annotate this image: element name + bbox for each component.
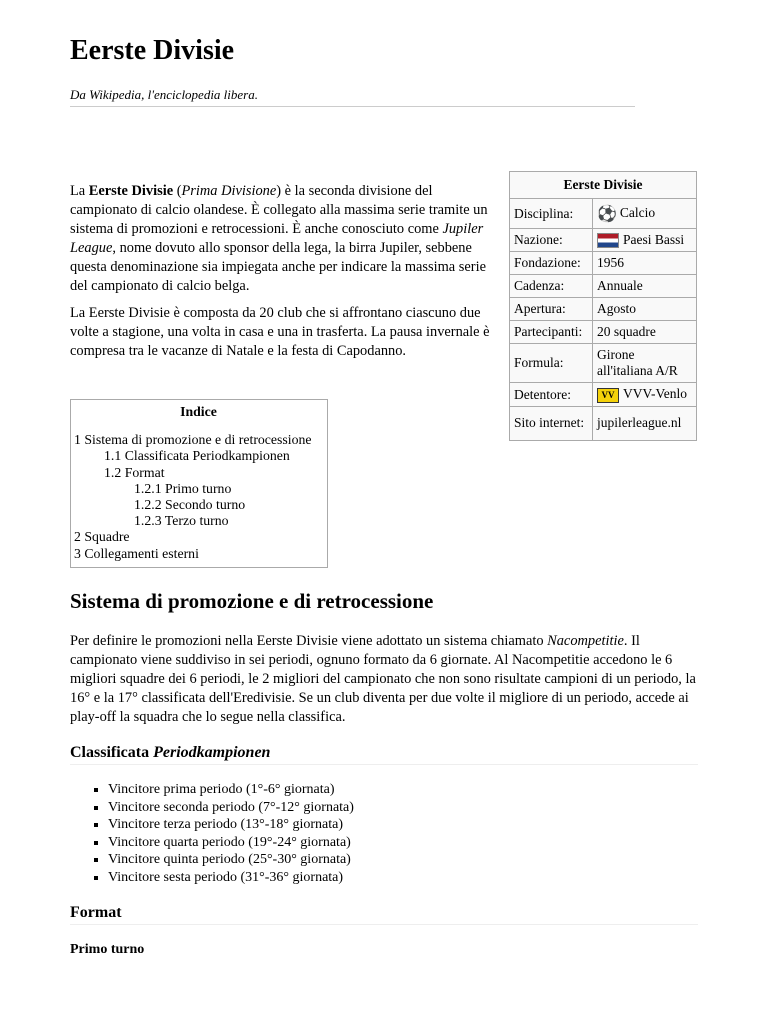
toc-item[interactable]: 3 Collegamenti esterni	[74, 545, 199, 561]
infobox-label: Sito internet:	[510, 406, 593, 440]
intro	[70, 182, 490, 369]
toc-item[interactable]: 1.2.3 Terzo turno	[134, 513, 229, 529]
subsection-heading-format: Format	[70, 904, 698, 925]
infobox	[509, 171, 697, 441]
infobox-value: 20 squadre	[593, 321, 697, 344]
toc-item[interactable]: 1.2 Format	[104, 464, 165, 480]
toc-item[interactable]: 1.2.1 Primo turno	[134, 480, 232, 496]
infobox-label: Disciplina:	[510, 199, 593, 229]
list-item: ▪ Vincitore sesta periodo (31°-36° giornata)	[108, 869, 354, 887]
bold-term: Eerste Divisie	[88, 183, 174, 199]
infobox-value[interactable]: Paesi Bassi	[593, 229, 697, 252]
subsubsection-heading: Primo turno	[70, 942, 145, 957]
period-list	[90, 781, 354, 886]
infobox-label: Fondazione:	[510, 252, 593, 275]
list-item: ▪ Vincitore quinta periodo (25°-30° giornata)	[108, 851, 354, 869]
website-link[interactable]: jupilerleague.nl	[593, 406, 697, 440]
infobox-value: 1956	[593, 252, 697, 275]
infobox-label: Formula:	[510, 344, 593, 383]
intro-paragraph-1: La Eerste Divisie (Prima Divisione) è la seconda divisione del campionato di calcio olandese. È collegato alla massima serie tramite un sistema di promozioni e retrocessioni. È anche conosciuto come Jupiler League, nome dovuto allo sponsor della lega, la birra Jupiler, sebbene questa denominazione sia impiegata anche per indicare la massima serie del campionato di calcio belga.	[70, 183, 488, 294]
section-paragraph: Per definire le promozioni nella Eerste Divisie viene adottato un sistema chiamato Nacompetitie. Il campionato viene suddiviso in sei periodi, ognuno formato da 6 giornate. Al Nacompetitie accedono le 6 migliori squadre dei 6 periodi, le 2 migliori del campionato che non sono risultate campioni di un periodo, la 16° e la 17° classificata dell'Eredivisie. Se un club diventa per due volte il migliore di un periodo, accede ai play-off la squadra che lo segue nella classifica.	[70, 633, 696, 725]
infobox-value[interactable]: VV VVV-Venlo	[593, 383, 697, 406]
section-heading: Sistema di promozione e di retrocessione	[70, 589, 434, 613]
flag-netherlands-icon	[597, 233, 619, 248]
infobox-value: ⚽ Calcio	[593, 199, 697, 229]
list-item: ▪ Vincitore quarta periodo (19°-24° giornata)	[108, 834, 354, 852]
toc-item[interactable]: 1.2.2 Secondo turno	[134, 497, 246, 513]
page-title: Eerste Divisie	[70, 35, 235, 66]
toc-item[interactable]: 2 Squadre	[74, 529, 130, 545]
list-item: ▪ Vincitore terza periodo (13°-18° giornata)	[108, 816, 354, 834]
infobox-value: Agosto	[593, 298, 697, 321]
tagline: Da Wikipedia, l'enciclopedia libera.	[70, 87, 258, 102]
list-item: ▪ Vincitore seconda periodo (7°-12° giornata)	[108, 799, 354, 817]
toc-item[interactable]: 1 Sistema di promozione e di retrocessione	[74, 432, 312, 448]
soccer-icon: ⚽	[597, 205, 617, 223]
vvv-venlo-logo-icon: VV	[597, 388, 619, 403]
intro-paragraph-2: La Eerste Divisie è composta da 20 club che si affrontano ciascuno due volte a stagione, una volta in casa e una in trasferta. La pausa invernale è compresa tra le vacanze di Natale e la festa di Capodanno.	[70, 305, 490, 359]
table-of-contents	[70, 399, 328, 568]
toc-item[interactable]: 1.1 Classificata Periodkampionen	[104, 448, 290, 464]
title-divider	[70, 106, 635, 107]
infobox-label: Cadenza:	[510, 275, 593, 298]
infobox-value: Annuale	[593, 275, 697, 298]
toc-title: Indice	[180, 404, 217, 419]
infobox-label: Apertura:	[510, 298, 593, 321]
subsection-heading: Classificata Periodkampionen	[70, 744, 698, 765]
infobox-value[interactable]: Girone all'italiana A/R	[593, 344, 697, 383]
infobox-label: Partecipanti:	[510, 321, 593, 344]
infobox-label: Detentore:	[510, 383, 593, 406]
list-item: ▪ Vincitore prima periodo (1°-6° giornata)	[108, 781, 354, 799]
infobox-caption: Eerste Divisie	[510, 172, 697, 199]
infobox-label: Nazione:	[510, 229, 593, 252]
